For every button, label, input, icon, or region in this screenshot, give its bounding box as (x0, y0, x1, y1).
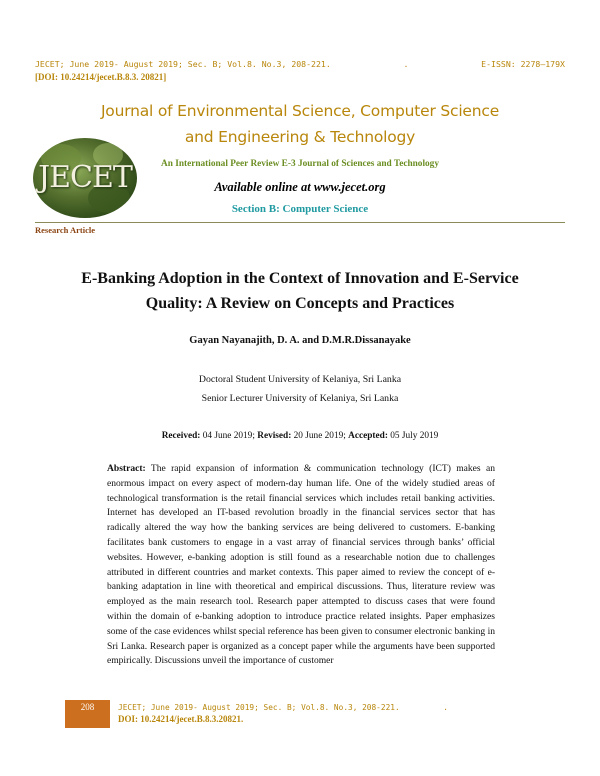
revised-date: 20 June 2019; (293, 431, 346, 441)
journal-title: Journal of Environmental Science, Computer Science and Engineering & Technology (100, 102, 500, 146)
running-header (35, 59, 565, 69)
abstract (107, 462, 495, 726)
logo-text: JECET (38, 160, 132, 195)
authors: Gayan Nayanajith, D. A. and D.M.R.Dissanayake (189, 335, 411, 346)
revised-label: Revised: (257, 431, 292, 441)
journal-url-link[interactable]: www.jecet.org (313, 180, 386, 194)
header-divider (35, 222, 565, 223)
available-online (150, 180, 450, 195)
header-issn: E-ISSN: 2278–179X (481, 59, 565, 69)
page-number: 208 (65, 700, 110, 728)
received-date: 04 June 2019; (202, 431, 255, 441)
footer-doi[interactable]: DOI: 10.24214/jecet.B.8.3.20821. (118, 714, 244, 724)
article-dates (80, 431, 520, 441)
article-type: Research Article (35, 225, 96, 235)
footer-citation: JECET; June 2019- August 2019; Sec. B; Vol.8. No.3, 208-221. (118, 703, 400, 712)
abstract-text: The rapid expansion of information & communication technology (ICT) makes an enormous impact on every aspect of modern-day human life. One of the widely studied areas of technological transformation is the retail financial services which includes retail banking activities. Internet has developed an IT-based revolution broadly in the financial services sector that has radically altered the way how the banking services are being delivered to customers. E-banking facilitates bank customers to engage in a vast array of financial services through banks’ official websites. However, e-banking adoption is still found as a researchable notion due to challenges attributed in different countries and market contexts. This paper aimed to review the concept of e-banking adaptation in line with theoretical and empirical discussions. Thus, literature review was employed as the main research tool. Research paper attempted to discuss cases that were found within the domain of e-banking adoption to introduce practice related insights. Paper emphasizes some of the case evidences whilst special reference has been given to consumer electronic banking in Sri Lanka. Research paper is organized as a concept paper while the arguments have been supported empirically. Discussions unveil the importance of customer (107, 463, 495, 667)
footer-dot: . (443, 703, 448, 712)
header-citation: JECET; June 2019- August 2019; Sec. B; Vol.8. No.3, 208-221. (35, 59, 331, 69)
received-label: Received: (161, 431, 201, 441)
section-label: Section B: Computer Science (231, 203, 369, 215)
affiliation-2: Senior Lecturer University of Kelaniya, Sri Lanka (201, 393, 399, 404)
available-prefix: Available online at (214, 180, 311, 194)
journal-subtitle: An International Peer Review E-3 Journal of Sciences and Technology (161, 159, 439, 169)
header-doi[interactable]: [DOI: 10.24214/jecet.B.8.3. 20821] (35, 72, 167, 82)
abstract-label: Abstract: (107, 463, 146, 474)
affiliation-1: Doctoral Student University of Kelaniya, Sri Lanka (198, 374, 402, 385)
paper-title: E-Banking Adoption in the Context of Innovation and E-Service Quality: A Review on Concepts and Practices (81, 270, 519, 312)
journal-logo (33, 138, 137, 218)
accepted-date: 05 July 2019 (390, 431, 439, 441)
accepted-label: Accepted: (348, 431, 388, 441)
header-dot: . (403, 59, 409, 69)
running-footer (118, 703, 448, 712)
